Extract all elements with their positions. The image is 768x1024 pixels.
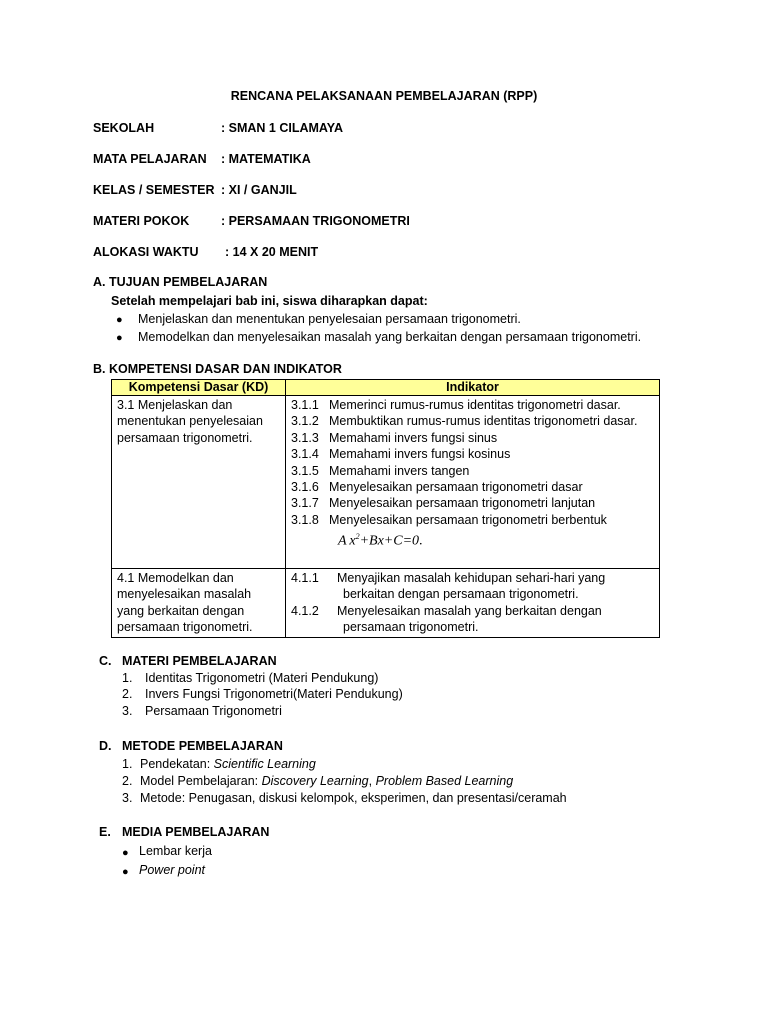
meta-label-materi-pokok: MATERI POKOK: [93, 214, 190, 228]
indicator-item: [291, 430, 654, 446]
list-text-italic: Scientific Learning: [213, 757, 316, 771]
meta-value-sekolah: : SMAN 1 CILAMAYA: [221, 121, 344, 135]
list-number: 3.: [122, 791, 133, 805]
indicator-text: Memahami invers fungsi sinus: [329, 430, 498, 445]
table-header-row: [112, 380, 660, 396]
list-text: Model Pembelajaran:: [140, 774, 262, 788]
section-a-item: Memodelkan dan menyelesaikan masalah yang berkaitan dengan persamaan trigonometri.: [138, 330, 642, 344]
indicator-item: [291, 512, 654, 528]
section-c-heading: MATERI PEMBELAJARAN: [122, 654, 277, 668]
indicator-text: Memahami invers fungsi kosinus: [329, 447, 511, 462]
table-header-indikator: Indikator: [286, 380, 660, 396]
document-title: RENCANA PELAKSANAAN PEMBELAJARAN (RPP): [230, 89, 538, 103]
list-item: [122, 773, 513, 789]
list-item: [122, 670, 378, 686]
indicator-item: [291, 397, 654, 413]
bullet-icon: ●: [122, 847, 129, 859]
section-c-letter: C.: [99, 654, 112, 668]
formula-variable: x: [349, 533, 356, 549]
list-item: [122, 756, 316, 772]
indicator-number: 3.1.4: [291, 447, 319, 462]
section-b-heading: B. KOMPETENSI DASAR DAN INDIKATOR: [93, 362, 342, 376]
list-text: Identitas Trigonometri (Materi Pendukung): [145, 671, 379, 685]
indicator-text: Membuktikan rumus-rumus identitas trigonometri dasar.: [329, 414, 638, 429]
indicator-text: Menyajikan masalah kehidupan sehari-hari yang berkaitan dengan persamaan trigonometri.: [337, 571, 606, 602]
list-number: 1.: [122, 757, 133, 771]
bullet-icon: ●: [122, 866, 129, 878]
indicator-item: [291, 495, 654, 511]
list-text-italic: Problem Based Learning: [375, 774, 514, 788]
indicator-number: 3.1.1: [291, 398, 319, 412]
indicator-text: Memerinci rumus-rumus identitas trigonometri dasar.: [329, 398, 621, 412]
indicator-number: 4.1.1: [291, 571, 319, 585]
bullet-icon: ●: [116, 332, 123, 344]
indicator-number: 3.1.3: [291, 430, 319, 445]
list-item: [122, 790, 567, 806]
list-text: Pendekatan:: [140, 757, 214, 771]
indicator-item: [291, 479, 654, 495]
table-row: [112, 396, 660, 569]
list-text: Persamaan Trigonometri: [145, 704, 282, 718]
meta-value-mata-pelajaran: : MATEMATIKA: [221, 152, 311, 166]
meta-label-alokasi-waktu: ALOKASI WAKTU: [93, 245, 199, 259]
indicator-number: 3.1.6: [291, 480, 319, 495]
indicator-number: 3.1.8: [291, 512, 319, 527]
list-number: 1.: [122, 671, 133, 685]
formula-coefficient: A: [338, 533, 347, 549]
section-e-letter: E.: [99, 825, 111, 839]
indicator-item: [291, 603, 654, 636]
list-number: 2.: [122, 774, 133, 788]
section-a-intro: Setelah mempelajari bab ini, siswa diharapkan dapat:: [111, 294, 428, 308]
meta-label-sekolah: SEKOLAH: [93, 121, 155, 135]
indicator-number: 3.1.5: [291, 463, 319, 478]
indicator-text: Menyelesaikan persamaan trigonometri dasar: [329, 480, 583, 495]
quadratic-formula: [291, 528, 654, 551]
bullet-icon: ●: [116, 314, 123, 326]
indicator-item: [291, 463, 654, 479]
formula-rest: +Bx+C=0: [359, 533, 420, 549]
list-text: Metode: Penugasan, diskusi kelompok, eksperimen, dan presentasi/ceramah: [140, 791, 567, 805]
meta-value-materi-pokok: : PERSAMAAN TRIGONOMETRI: [221, 214, 410, 228]
indicator-number: 4.1.2: [291, 603, 319, 618]
section-e-heading: MEDIA PEMBELAJARAN: [122, 825, 270, 839]
indicator-cell: [286, 396, 660, 569]
meta-label-mata-pelajaran: MATA PELAJARAN: [93, 152, 207, 166]
section-d-heading: METODE PEMBELAJARAN: [122, 739, 283, 753]
indicator-number: 3.1.7: [291, 496, 319, 511]
list-text-italic: Discovery Learning: [261, 774, 369, 788]
list-separator: ,: [368, 774, 376, 788]
table-row: [112, 569, 660, 638]
table-header-kd: Kompetensi Dasar (KD): [112, 380, 286, 396]
section-a-heading: A. TUJUAN PEMBELAJARAN: [93, 275, 268, 289]
section-d-letter: D.: [99, 739, 112, 753]
media-item: Power point: [139, 863, 206, 877]
kd-indicator-table: [111, 379, 660, 638]
list-item: [122, 703, 282, 719]
indicator-text: Memahami invers tangen: [329, 463, 470, 478]
list-number: 2.: [122, 687, 133, 701]
list-item: [122, 686, 403, 702]
meta-value-alokasi-waktu: : 14 X 20 MENIT: [225, 245, 319, 259]
section-a-item: Menjelaskan dan menentukan penyelesaian persamaan trigonometri.: [138, 312, 521, 326]
indicator-text: Menyelesaikan persamaan trigonometri berbentuk: [329, 512, 607, 527]
kd-cell: 4.1 Memodelkan dan menyelesaikan masalah yang berkaitan dengan persamaan trigonometri.: [112, 569, 286, 638]
indicator-item: [291, 413, 654, 429]
indicator-item: [291, 570, 654, 603]
formula-exponent: 2: [355, 532, 360, 542]
indicator-text: Menyelesaikan masalah yang berkaitan dengan persamaan trigonometri.: [337, 603, 602, 635]
formula-period: .: [419, 533, 423, 549]
media-item: Lembar kerja: [139, 844, 212, 858]
indicator-text: Menyelesaikan persamaan trigonometri lanjutan: [329, 496, 596, 511]
indicator-item: [291, 446, 654, 462]
indicator-cell: [286, 569, 660, 638]
list-text: Invers Fungsi Trigonometri(Materi Pendukung): [145, 687, 403, 701]
kd-cell: 3.1 Menjelaskan dan menentukan penyelesaian persamaan trigonometri.: [112, 396, 286, 569]
list-number: 3.: [122, 704, 133, 718]
meta-label-kelas-semester: KELAS / SEMESTER: [93, 183, 215, 197]
indicator-number: 3.1.2: [291, 414, 319, 429]
meta-value-kelas-semester: : XI / GANJIL: [221, 183, 297, 197]
